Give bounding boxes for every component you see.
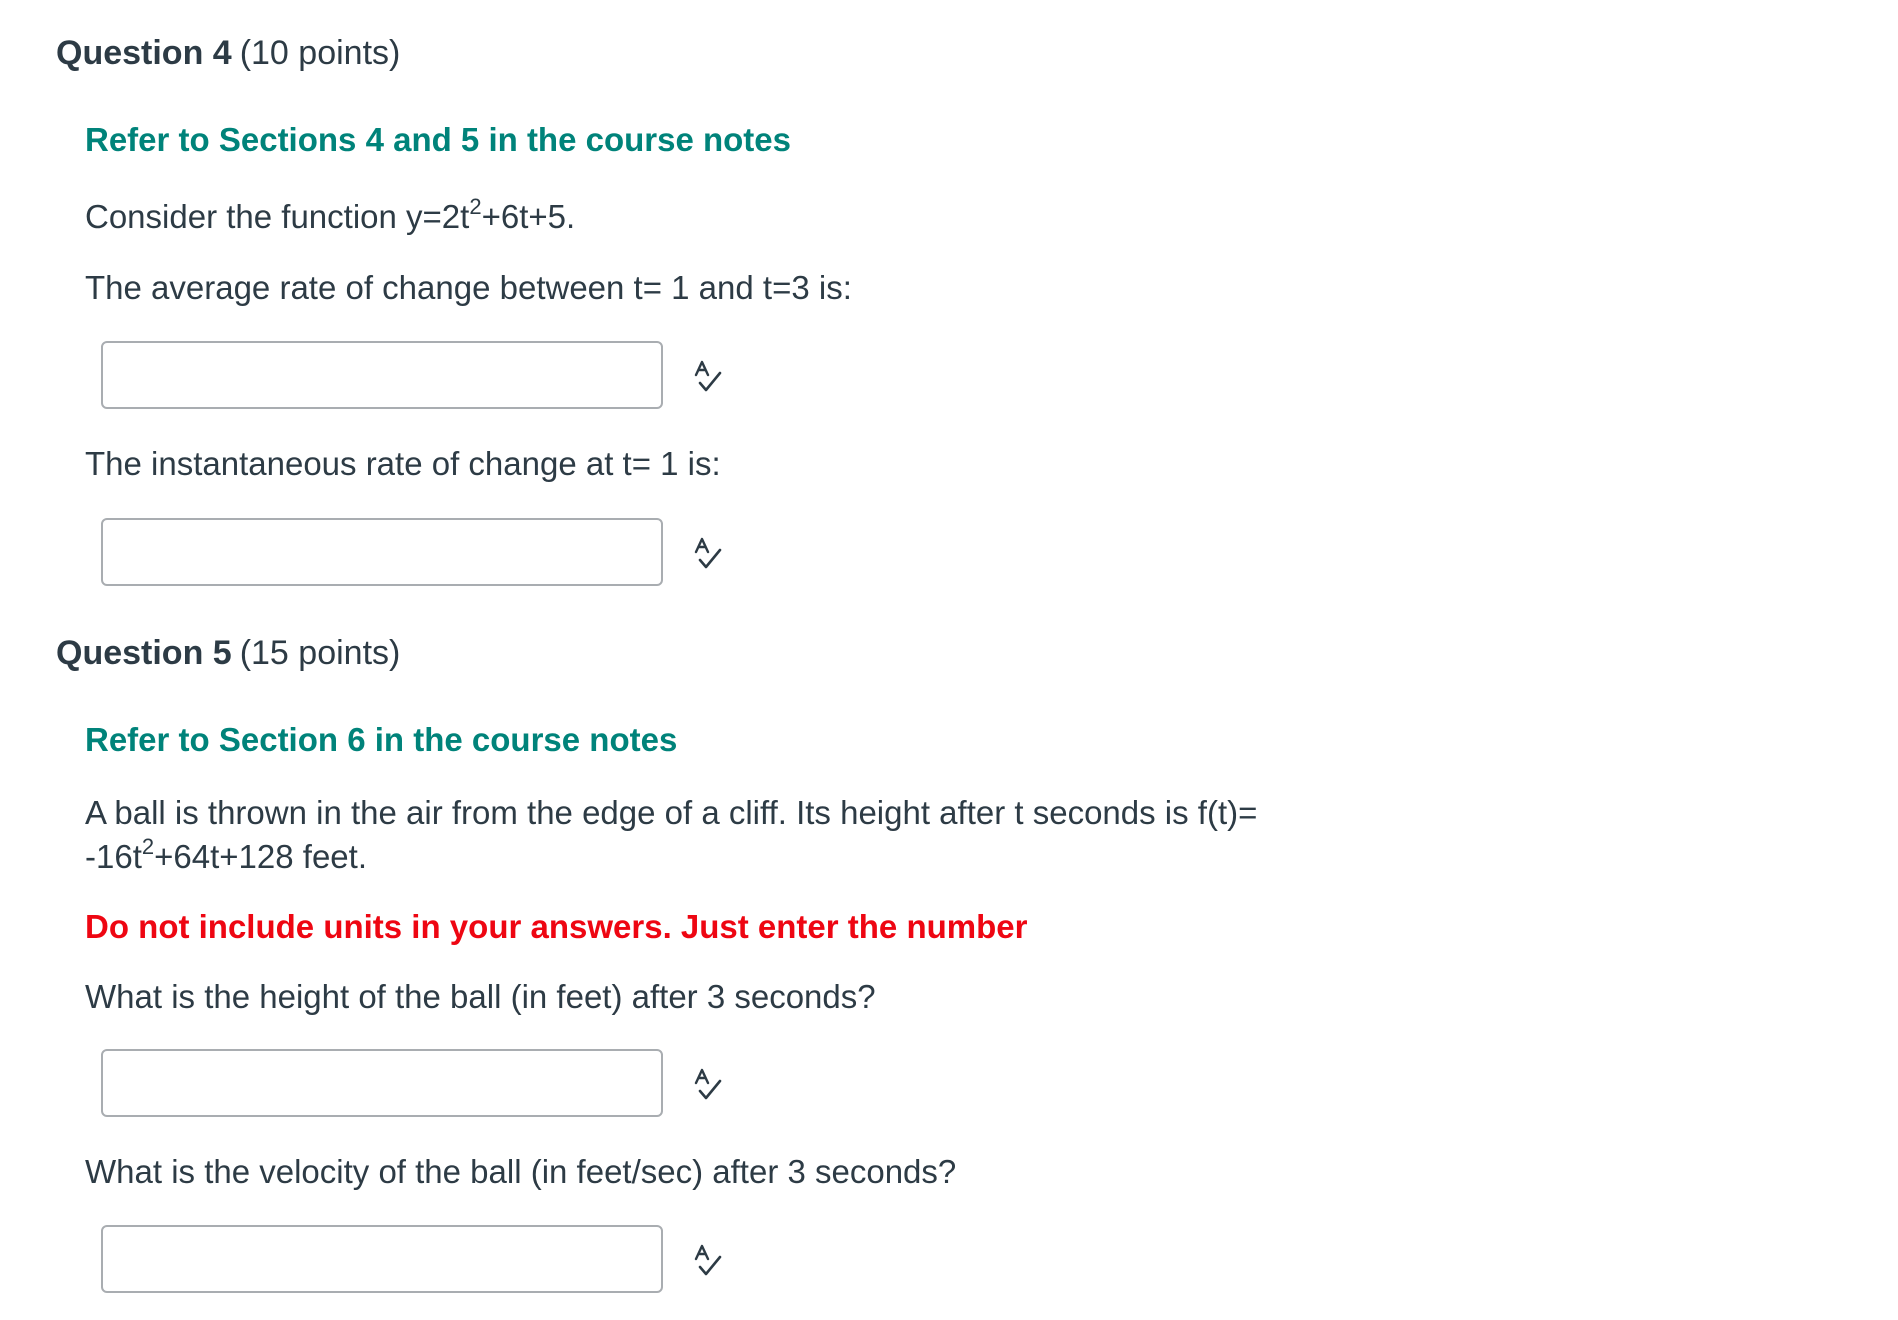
question-title: Question 4 — [56, 34, 232, 72]
statement-line-2 — [85, 835, 1285, 879]
answer-row — [101, 518, 761, 588]
answer-input-height[interactable] — [101, 1049, 663, 1117]
function-suffix: +6t+5. — [481, 198, 576, 235]
question-points: (10 points) — [239, 34, 401, 72]
problem-statement — [85, 791, 1285, 879]
course-notes-reference: Refer to Section 6 in the course notes — [85, 721, 678, 758]
question-5-header — [56, 634, 400, 673]
question-prompt: The average rate of change between t= 1 and t=3 is: — [85, 269, 852, 306]
function-statement — [85, 196, 575, 239]
statement-line-1: A ball is thrown in the air from the edge of a cliff. Its height after t seconds is f(t)= — [85, 794, 1258, 831]
function-prefix: Consider the function y=2t — [85, 198, 470, 235]
question-prompt: The instantaneous rate of change at t= 1 is: — [85, 445, 721, 482]
answer-input-instantaneous-rate[interactable] — [101, 518, 663, 586]
function-exponent: 2 — [469, 194, 482, 219]
question-title: Question 5 — [56, 634, 232, 672]
answer-row — [101, 1049, 761, 1119]
answer-row — [101, 341, 761, 411]
spellcheck-icon[interactable] — [691, 1243, 725, 1279]
answer-input-average-rate[interactable] — [101, 341, 663, 409]
statement-exponent: 2 — [141, 834, 155, 859]
spellcheck-icon[interactable] — [691, 1067, 725, 1103]
question-prompt: What is the height of the ball (in feet) after 3 seconds? — [85, 978, 876, 1015]
spellcheck-icon[interactable] — [691, 359, 725, 395]
question-prompt: What is the velocity of the ball (in feet/sec) after 3 seconds? — [85, 1153, 957, 1190]
units-warning: Do not include units in your answers. Just enter the number — [85, 908, 1028, 945]
answer-input-velocity[interactable] — [101, 1225, 663, 1293]
course-notes-reference: Refer to Sections 4 and 5 in the course notes — [85, 121, 792, 158]
spellcheck-icon[interactable] — [691, 536, 725, 572]
question-points: (15 points) — [239, 634, 401, 672]
statement-line-2-prefix: -16t — [85, 838, 142, 875]
statement-line-2-suffix: +64t+128 feet. — [154, 838, 367, 875]
answer-row — [101, 1225, 761, 1295]
question-4-header — [56, 34, 400, 73]
